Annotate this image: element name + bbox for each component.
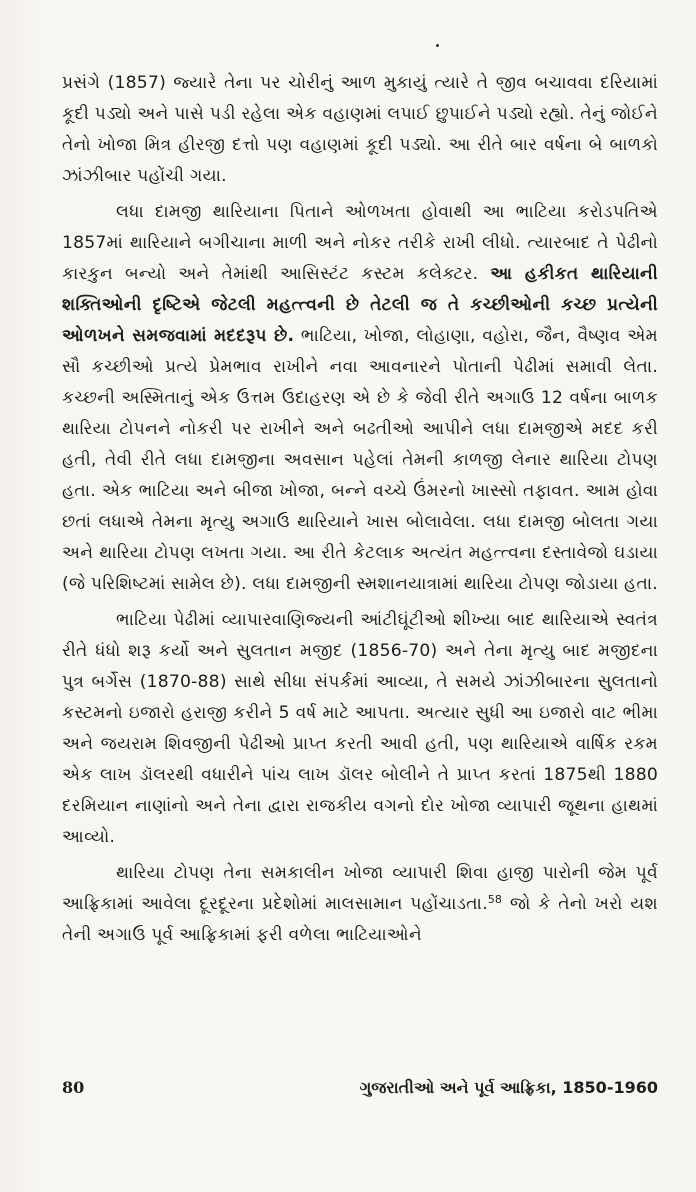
text-run: થારિયા ટોપણ તેના સમકાલીન ખોજા વ્યાપારી શિવા હાજી પારોની જેમ પૂર્વ આફ્રિકામાં આવેલા દૂરદૂરના પ્રદેશોમાં માલસામાન પહોંચાડતા. xyxy=(62,863,658,914)
footnote-reference: 58 xyxy=(487,893,503,906)
paragraph xyxy=(62,605,658,853)
running-title: ગુજરાતીઓ અને પૂર્વ આફ્રિકા, 1850-1960 xyxy=(359,1078,658,1097)
text-run: જો કે તેનો ખરો યશ તેની અગાઉ પૂર્વ આફ્રિકામાં ફરી વળેલા ભાટિયાઓને xyxy=(62,894,658,945)
paragraph xyxy=(62,858,658,951)
text-run: પ્રસંગે (1857) જ્યારે તેના પર ચોરીનું આળ મુકાયું ત્યારે તે જીવ બચાવવા દરિયામાં કૂદી પડ્યો અને પાસે પડી રહેલા એક વહાણમાં લપાઈ છુપાઈને પડ્યો રહ્યો. તેનું જોઈને તેનો ખોજા મિત્ર હીરજી દત્તો પણ વહાણમાં કૂદી પડ્યો. આ રીતે બાર વર્ષના બે બાળકો ઝાંઝીબાર પહોંચી ગયા. xyxy=(62,73,658,186)
paragraph xyxy=(62,68,658,192)
text-run: ભાટિયા પેઢીમાં વ્યાપારવાણિજ્યની આંટીઘૂંટીઓ શીખ્યા બાદ થારિયાએ સ્વતંત્ર રીતે ધંધો શરૂ કર્યો અને સુલતાન મજીદ (1856-70) અને તેના મૃત્યુ બાદ મજીદના પુત્ર બર્ગેસ (1870-88) સાથે સીધા સંપર્કમાં આવ્યા, તે સમયે ઝાંઝીબારના સુલતાનો કસ્ટમનો ઇજારો હરાજી કરીને 5 વર્ષ માટે આપતા. અત્યાર સુધી આ ઇજારો વાટ ભીમા અને જયરામ શિવજીની પેઢીઓ પ્રાપ્ત કરતી આવી હતી, પણ થારિયાએ વાર્ષિક રકમ એક લાખ ડૉલરથી વધારીને પાંચ લાખ ડૉલર બોલીને તે પ્રાપ્ત કરતાં 1875થી 1880 દરમિયાન નાણાંનો અને તેના દ્વારા રાજકીય વગનો દોર ખોજા વ્યાપારી જૂથના હાથમાં આવ્યો. xyxy=(62,610,658,847)
paragraph xyxy=(62,197,658,600)
body-text xyxy=(62,68,658,956)
page-footer xyxy=(62,1078,658,1108)
text-run: ભાટિયા, ખોજા, લોહાણા, વહોરા, જૈન, વૈષ્ણવ એમ સૌ કચ્છીઓ પ્રત્યે પ્રેમભાવ રાખીને નવા આવનારને પોતાની પેઢીમાં સમાવી લેતા. કચ્છની અસ્મિતાનું એક ઉત્તમ ઉદાહરણ એ છે કે જેવી રીતે અગાઉ 12 વર્ષના બાળક થારિયા ટોપનને નોકરી પર રાખીને અને બઢતીઓ આપીને લધા દામજીએ મદદ કરી હતી, તેવી રીતે લધા દામજીના અવસાન પહેલાં તેમની કાળજી લેનાર થારિયા ટોપણ હતા. એક ભાટિયા અને બીજા ખોજા, બન્ને વચ્ચે ઉંમરનો ખાસ્સો તફાવત. આમ હોવા છતાં લધાએ તેમના મૃત્યુ અગાઉ થારિયાને ખાસ બોલાવેલા. લધા દામજી બોલતા ગયા અને થારિયા ટોપણ લખતા ગયા. આ રીતે કેટલાક અત્યંત મહત્ત્વના દસ્તાવેજો ઘડાયા (જે પરિશિષ્ટમાં સામેલ છે). લધા દામજીની સ્મશાનયાત્રામાં થારિયા ટોપણ જોડાયા હતા. xyxy=(62,326,659,594)
page-number: 80 xyxy=(62,1078,85,1097)
bold-text-run: આ હકીકત થારિયાની શક્તિઓની દૃષ્ટિએ જેટલી મહત્ત્વની છે તેટલી જ તે કચ્છીઓની કચ્છ પ્રત્યેની ઓળખને સમજવામાં મદદરૂપ છે. xyxy=(62,264,658,346)
text-run: લધા દામજી થારિયાના પિતાને ઓળખતા હોવાથી આ ભાટિયા કરોડપતિએ 1857માં થારિયાને બગીચાના માળી અને નોકર તરીકે રાખી લીધો. ત્યારબાદ તે પેઢીનો કારકુન બન્યો અને તેમાંથી આસિસ્ટંટ કસ્ટમ કલેક્ટર. xyxy=(62,202,658,284)
ink-speck xyxy=(436,44,439,47)
